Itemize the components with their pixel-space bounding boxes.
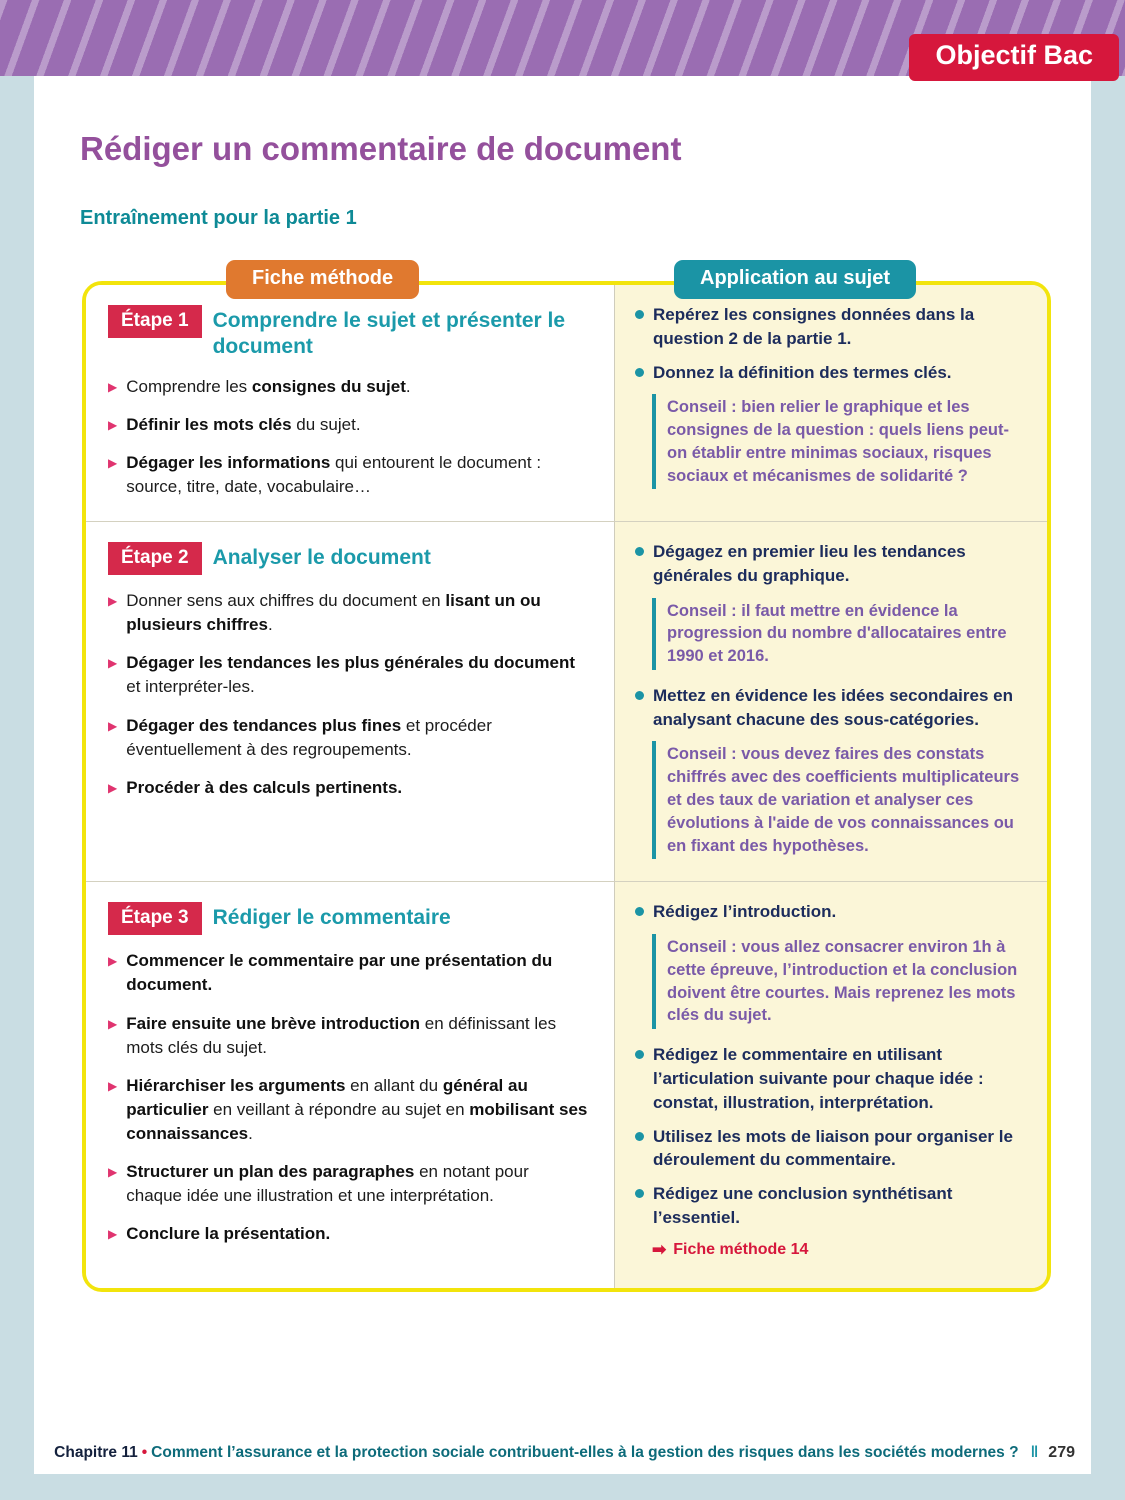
application-item-text: Donnez la définition des termes clés. <box>653 362 952 382</box>
step-badge: Étape 1 <box>108 305 202 338</box>
method-item-text: Structurer un plan des paragraphes en notant pour chaque idée une illustration et une interprétation. <box>126 1162 529 1206</box>
application-item-text: Dégagez en premier lieu les tendances générales du graphique. <box>653 542 966 585</box>
method-item <box>108 451 588 499</box>
arrow-bullet-icon: ▶ <box>108 379 118 394</box>
method-cell-step-2 <box>86 521 614 881</box>
objectif-bac-badge: Objectif Bac <box>909 34 1119 81</box>
footer-chapter-label: Chapitre 11 <box>54 1444 138 1461</box>
step-header <box>108 902 588 935</box>
application-item <box>635 1043 1025 1114</box>
step-title: Analyser le document <box>212 546 431 569</box>
conseil-note: Conseil : vous allez consacrer environ 1h à cette épreuve, l’introduction et la conclusion doivent être courtes. Mais reprenez les mots clés du sujet. <box>652 934 1025 1029</box>
tab-application-au-sujet: Application au sujet <box>674 260 916 299</box>
method-item <box>108 651 588 699</box>
method-item <box>108 949 588 997</box>
arrow-bullet-icon: ▶ <box>108 780 118 795</box>
page-title: Rédiger un commentaire de document <box>80 130 682 168</box>
application-item-text: Repérez les consignes données dans la question 2 de la partie 1. <box>653 305 975 348</box>
fiche-methode-link-label: Fiche méthode 14 <box>673 1240 809 1258</box>
application-item <box>635 361 1025 385</box>
arrow-bullet-icon: ▶ <box>108 718 118 733</box>
method-item-text: Comprendre les consignes du sujet. <box>126 376 411 396</box>
arrow-bullet-icon: ▶ <box>108 954 118 969</box>
arrow-bullet-icon: ▶ <box>108 594 118 608</box>
arrow-bullet-icon: ▶ <box>108 417 118 432</box>
application-item-text: Mettez en évidence les idées secondaires en analysant chacune des sous-catégories. <box>653 685 1013 729</box>
method-cell-step-3 <box>86 881 614 1288</box>
method-item <box>108 776 588 800</box>
method-item <box>108 375 588 399</box>
application-item <box>635 540 1025 588</box>
footer-chapter-text: Comment l’assurance et la protection sociale contribuent-elles à la gestion des risques dans les sociétés modernes ? <box>151 1444 1019 1461</box>
method-item-text: Dégager les tendances les plus générales du document et interpréter-les. <box>126 653 575 697</box>
footer <box>0 1444 1075 1462</box>
step-title: Comprendre le sujet et présenter le document <box>212 309 566 359</box>
step-badge: Étape 3 <box>108 902 202 935</box>
conseil-note: Conseil : vous devez faires des constats chiffrés avec des coefficients multiplicateurs et des taux de variation et analyser ces évolutions à l'aide de vos connaissances ou en fixant des hypothèses. <box>652 741 1025 859</box>
steps-grid <box>86 285 1047 1288</box>
footer-separator-dot: • <box>141 1444 148 1461</box>
method-item-text: Procéder à des calculs pertinents. <box>126 777 403 797</box>
method-item-text: Faire ensuite une brève introduction en définissant les mots clés du sujet. <box>126 1013 557 1057</box>
bullet-dot-icon <box>635 547 644 556</box>
tab-fiche-methode: Fiche méthode <box>226 260 419 299</box>
application-item <box>635 684 1025 732</box>
conseil-note: Conseil : il faut mettre en évidence la progression du nombre d'allocataires entre 1990 et 2016. <box>652 598 1025 670</box>
method-item <box>108 1074 588 1146</box>
step-header <box>108 305 588 361</box>
method-item <box>108 1222 588 1246</box>
application-item-text: Rédigez une conclusion synthétisant l’essentiel. <box>653 1184 953 1227</box>
page-subtitle: Entraînement pour la partie 1 <box>80 206 357 229</box>
application-item-text: Rédigez le commentaire en utilisant l’articulation suivante pour chaque idée : constat, illustration, interprétation. <box>653 1045 984 1112</box>
application-item <box>635 900 1025 924</box>
bullet-dot-icon <box>635 1132 644 1141</box>
bullet-dot-icon <box>635 368 644 377</box>
application-cell-step-2 <box>614 521 1047 881</box>
arrow-bullet-icon: ▶ <box>108 1165 118 1180</box>
method-box-inner <box>86 285 1047 1288</box>
arrow-bullet-icon: ▶ <box>108 1078 118 1093</box>
method-item <box>108 413 588 437</box>
arrow-bullet-icon: ▶ <box>108 1227 118 1242</box>
bullet-dot-icon <box>635 907 644 916</box>
step-badge: Étape 2 <box>108 542 202 575</box>
application-item <box>635 1182 1025 1230</box>
step-title: Rédiger le commentaire <box>212 906 451 930</box>
method-item-text: Conclure la présentation. <box>126 1224 331 1244</box>
method-cell-step-1 <box>86 285 614 521</box>
application-cell-step-1 <box>614 285 1047 521</box>
application-cell-step-3 <box>614 881 1047 1288</box>
bullet-dot-icon <box>635 691 644 700</box>
footer-bars: ‖ <box>1030 1444 1041 1461</box>
footer-page-number: 279 <box>1048 1444 1075 1461</box>
step-header <box>108 542 588 575</box>
application-item <box>635 303 1025 351</box>
bullet-dot-icon <box>635 310 644 319</box>
bullet-dot-icon <box>635 1050 644 1059</box>
application-item-text: Rédigez l’introduction. <box>653 902 837 922</box>
method-item-text: Hiérarchiser les arguments en allant du général au particulier en veillant à répondre au sujet en mobilisant ses connaissances. <box>126 1075 588 1144</box>
method-item-text: Dégager des tendances plus fines et procéder éventuellement à des regroupements. <box>126 715 492 759</box>
arrow-bullet-icon: ▶ <box>108 1016 118 1031</box>
application-item-text: Utilisez les mots de liaison pour organiser le déroulement du commentaire. <box>653 1126 1013 1170</box>
method-item <box>108 714 588 762</box>
method-item-text: Donner sens aux chiffres du document en lisant un ou plusieurs chiffres. <box>126 591 541 635</box>
fiche-methode-link[interactable] <box>652 1240 1025 1260</box>
method-item-text: Définir les mots clés du sujet. <box>126 414 361 434</box>
method-item-text: Dégager les informations qui entourent le document : source, titre, date, vocabulaire… <box>126 452 542 496</box>
bullet-dot-icon <box>635 1189 644 1198</box>
arrow-bullet-icon: ▶ <box>108 656 118 671</box>
method-item <box>108 1012 588 1060</box>
arrow-bullet-icon: ▶ <box>108 455 118 470</box>
method-item <box>108 589 588 637</box>
conseil-note: Conseil : bien relier le graphique et les consignes de la question : quels liens peut-on établir entre minimas sociaux, risques sociaux et mécanismes de solidarité ? <box>652 394 1025 489</box>
method-item-text: Commencer le commentaire par une présentation du document. <box>126 951 553 995</box>
method-item <box>108 1160 588 1208</box>
method-box <box>82 267 1051 1292</box>
application-item <box>635 1125 1025 1173</box>
arrow-right-icon: ➡ <box>652 1239 667 1259</box>
